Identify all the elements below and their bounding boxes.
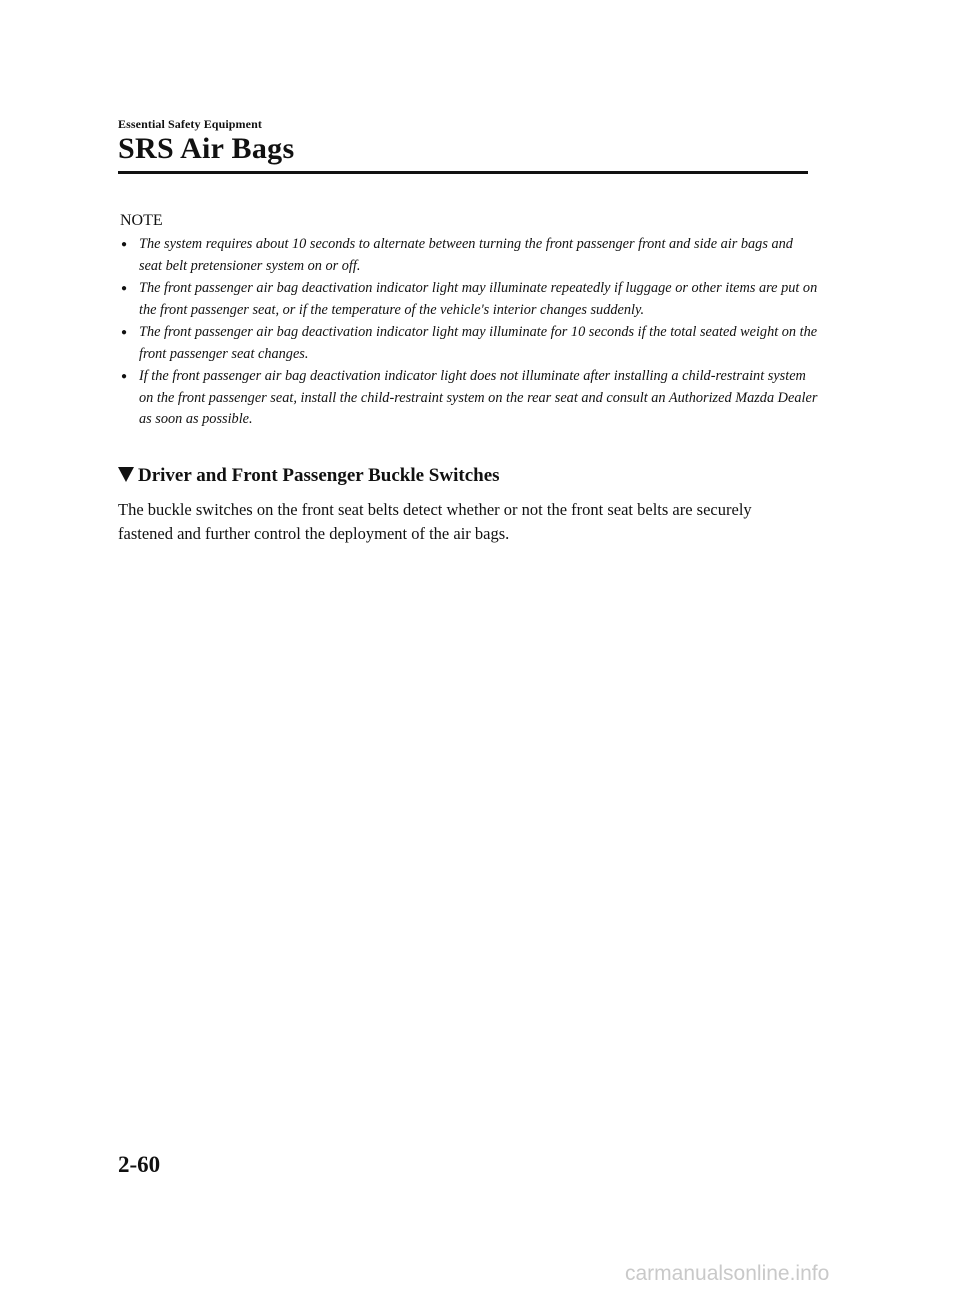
bullet-icon: ● [121,239,128,250]
note-list [118,234,818,432]
bullet-icon: ● [121,283,128,294]
triangle-down-icon [118,467,134,482]
note-item [118,234,818,277]
section-heading [118,463,500,489]
note-item [118,366,818,431]
note-item [118,322,818,365]
note-item-text: The front passenger air bag deactivation indicator light may illuminate for 10 seconds if the total seated weight on the front passenger seat changes. [139,324,818,362]
page-number: 2-60 [118,1152,161,1177]
header-divider [118,171,808,174]
note-heading: NOTE [120,212,163,229]
section-label: Essential Safety Equipment [118,117,262,131]
note-item [118,278,818,321]
watermark: carmanualsonline.info [625,1262,830,1285]
bullet-icon: ● [121,327,128,338]
page-title: SRS Air Bags [118,132,295,165]
note-item-text: If the front passenger air bag deactivation indicator light does not illuminate after installing a child-restraint system on the front passenger seat, install the child-restraint system on the rear seat and consult an Authorized Mazda Dealer as soon as possible. [139,368,818,427]
section-heading-text: Driver and Front Passenger Buckle Switches [138,465,500,486]
note-item-text: The front passenger air bag deactivation indicator light may illuminate repeatedly if luggage or other items are put on the front passenger seat, or if the temperature of the vehicle's interior changes suddenly. [139,280,818,318]
note-item-text: The system requires about 10 seconds to alternate between turning the front passenger front and side air bags and seat belt pretensioner system on or off. [139,236,793,274]
bullet-icon: ● [121,371,128,382]
section-body: The buckle switches on the front seat belts detect whether or not the front seat belts are securely fastened and further control the deployment of the air bags. [118,500,752,543]
